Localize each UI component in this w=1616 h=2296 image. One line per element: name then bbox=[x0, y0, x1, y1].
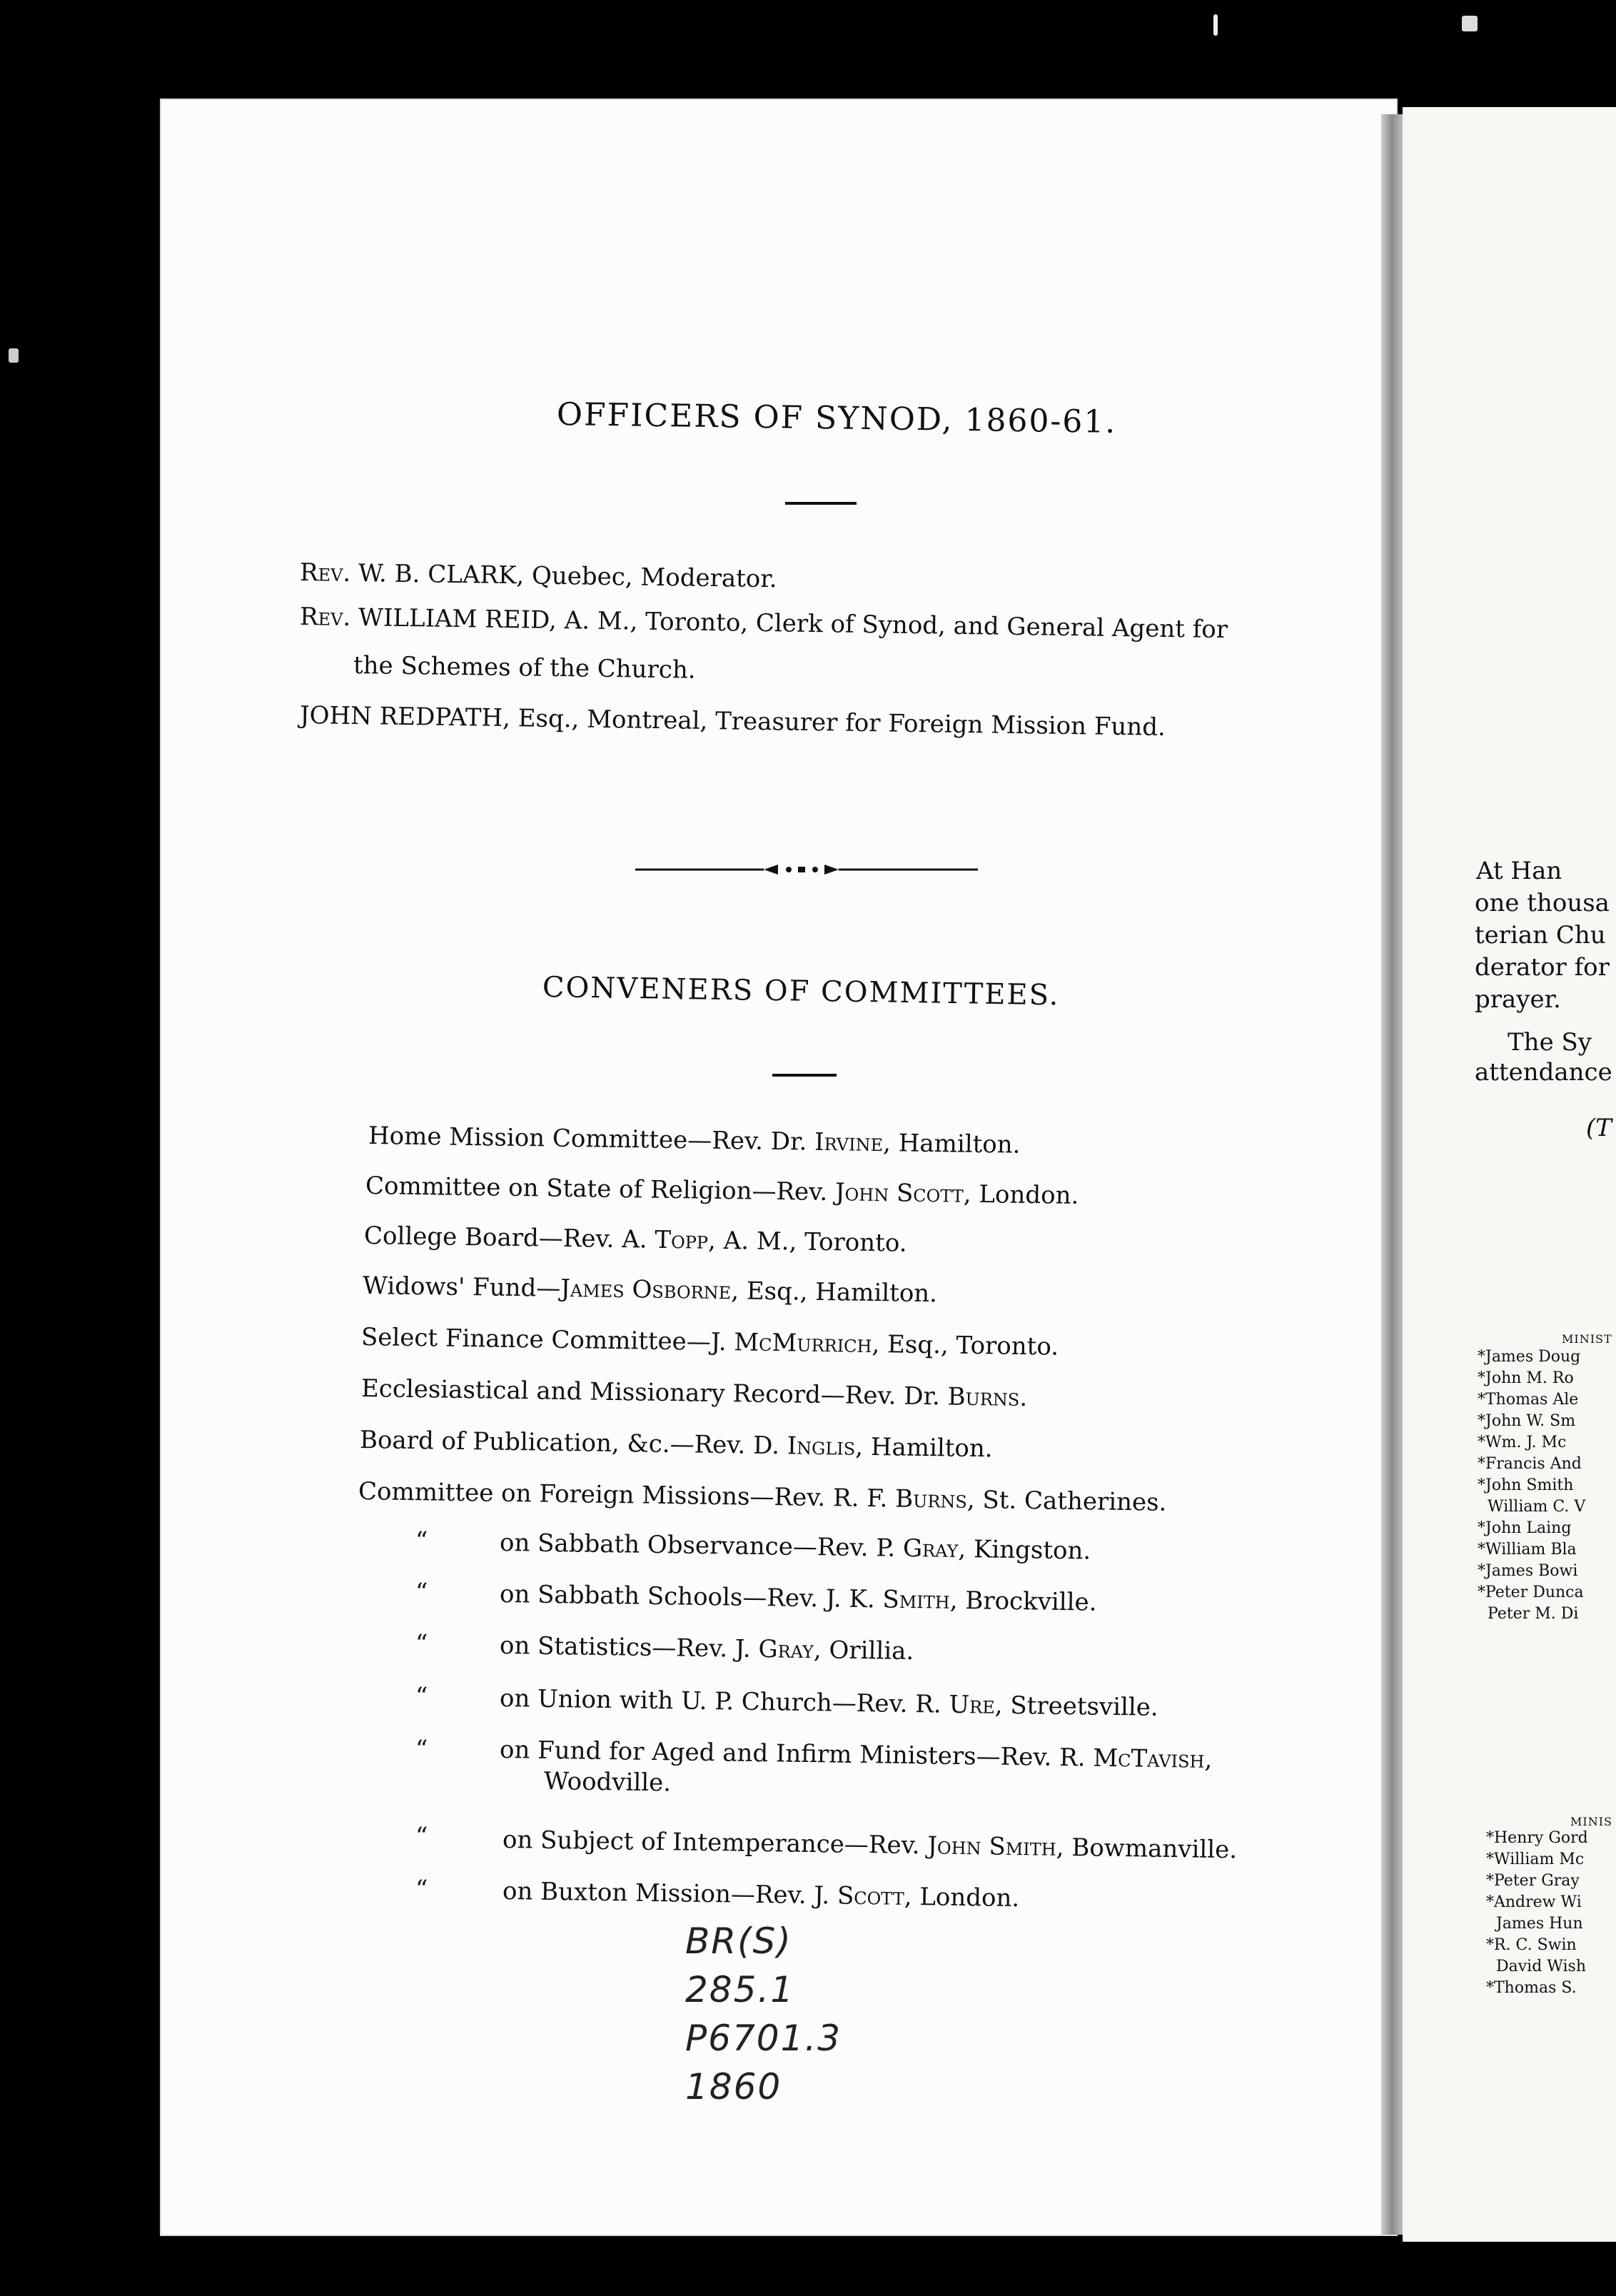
convener-name: John Smith bbox=[927, 1831, 1057, 1862]
committee-line bbox=[544, 1766, 672, 1798]
committee-text: , Bowmanville. bbox=[1056, 1833, 1238, 1865]
minister-name: *James Doug bbox=[1478, 1348, 1581, 1366]
convener-name: Gray bbox=[758, 1635, 814, 1665]
right-paragraph-line: terian Chu bbox=[1475, 921, 1606, 950]
right-paragraph-line: one thousa bbox=[1475, 889, 1610, 917]
committee-text: Select Finance Committee—J. bbox=[360, 1323, 734, 1357]
committee-text: , Kingston. bbox=[958, 1534, 1091, 1566]
committee-text: Board of Publication, &c.—Rev. D. bbox=[359, 1426, 788, 1461]
ditto-mark: “ bbox=[415, 1629, 428, 1658]
book-gutter bbox=[1381, 114, 1403, 2235]
committee-text: , bbox=[1204, 1745, 1213, 1774]
minister-name: William C. V bbox=[1488, 1498, 1586, 1516]
title-divider bbox=[785, 502, 857, 505]
convener-name: Burns bbox=[894, 1484, 968, 1514]
committee-text: , A. M., Toronto. bbox=[707, 1226, 907, 1258]
committee-text: on Sabbath Observance—Rev. P. bbox=[499, 1529, 904, 1563]
convener-name: John Scott bbox=[834, 1178, 964, 1209]
ornamental-divider bbox=[635, 862, 978, 877]
scan-speck bbox=[9, 348, 19, 363]
minister-name: *John Laing bbox=[1478, 1519, 1572, 1537]
minister-name: *Thomas S. bbox=[1486, 1979, 1577, 1997]
committee-text: , London. bbox=[904, 1882, 1020, 1913]
convener-name: Topp bbox=[655, 1225, 709, 1255]
convener-name: Irvine bbox=[814, 1127, 884, 1158]
committee-text: on Statistics—Rev. J. bbox=[499, 1631, 759, 1664]
officer-text: WILLIAM REID, A. M., Toronto, Clerk of Synod, and General Agent for bbox=[358, 603, 1228, 645]
minister-name: *Peter Gray bbox=[1486, 1872, 1580, 1890]
committee-text: on Subject of Intemperance—Rev. bbox=[502, 1826, 928, 1861]
committee-text: , Orillia. bbox=[813, 1636, 914, 1666]
minister-name: *James Bowi bbox=[1478, 1562, 1578, 1580]
convener-name: McTavish bbox=[1093, 1743, 1205, 1774]
scan-speck bbox=[1213, 14, 1218, 36]
committee-text: Woodville. bbox=[543, 1767, 672, 1798]
ditto-mark: “ bbox=[415, 1822, 428, 1851]
right-paragraph-line: derator for bbox=[1475, 953, 1610, 982]
minister-name: *John Smith bbox=[1478, 1476, 1574, 1494]
committee-text: , St. Catherines. bbox=[966, 1485, 1167, 1517]
convener-name: McMurrich bbox=[734, 1328, 872, 1359]
committee-text: , Hamilton. bbox=[882, 1129, 1021, 1159]
minister-name: *Andrew Wi bbox=[1486, 1893, 1582, 1911]
ditto-mark: “ bbox=[415, 1526, 428, 1555]
page-title: OFFICERS OF SYNOD, 1860-61. bbox=[556, 396, 1117, 440]
minister-name: Peter M. Di bbox=[1488, 1605, 1579, 1623]
committee-text: , Esq., Hamilton. bbox=[730, 1277, 938, 1309]
right-paragraph-line: The Sy bbox=[1508, 1028, 1592, 1057]
committee-text: , Hamilton. bbox=[854, 1432, 993, 1464]
list-header: MINIS bbox=[1570, 1815, 1612, 1828]
convener-name: Ure bbox=[949, 1690, 996, 1720]
committee-text: Committee on State of Religion—Rev. bbox=[365, 1172, 836, 1207]
committee-text: College Board—Rev. A. bbox=[363, 1222, 655, 1254]
handwritten-call-number: BR(S) 285.1 P6701.3 1860 bbox=[685, 1920, 842, 2108]
minister-name: *Henry Gord bbox=[1486, 1829, 1588, 1847]
committee-text: Home Mission Committee—Rev. Dr. bbox=[368, 1122, 815, 1157]
convener-name: Inglis bbox=[787, 1431, 856, 1461]
minister-name: *Wm. J. Mc bbox=[1478, 1434, 1567, 1451]
committee-text: on Sabbath Schools—Rev. J. K. bbox=[499, 1580, 883, 1614]
minister-name: *Francis And bbox=[1478, 1455, 1582, 1473]
committee-text: Ecclesiastical and Missionary Record—Rev. Dr. bbox=[360, 1374, 948, 1411]
right-paragraph-line: prayer. bbox=[1475, 985, 1561, 1014]
committee-text: on Fund for Aged and Infirm Ministers—Rev. R. bbox=[499, 1736, 1094, 1773]
committee-text: on Union with U. P. Church—Rev. R. bbox=[499, 1684, 949, 1719]
minister-name: *William Mc bbox=[1486, 1851, 1585, 1868]
committee-text: , Streetsville. bbox=[994, 1691, 1158, 1722]
section-heading: CONVENERS OF COMMITTEES. bbox=[542, 971, 1060, 1012]
minister-name: *William Bla bbox=[1478, 1541, 1577, 1559]
committee-line bbox=[500, 1631, 914, 1666]
right-paragraph-line: attendance bbox=[1475, 1058, 1612, 1087]
convener-name: Gray bbox=[902, 1534, 959, 1564]
officer-prefix: Rev. bbox=[299, 603, 351, 632]
committee-text: . bbox=[1019, 1383, 1028, 1413]
committee-text: Widows' Fund— bbox=[362, 1272, 561, 1303]
ditto-mark: “ bbox=[415, 1875, 428, 1903]
convener-name: Smith bbox=[882, 1585, 951, 1615]
convener-name: Burns bbox=[947, 1382, 1020, 1412]
convener-name: James Osborne bbox=[560, 1274, 732, 1306]
convener-name: Scott bbox=[837, 1881, 905, 1911]
minister-name: *R. C. Swin bbox=[1486, 1936, 1577, 1954]
minister-name: *Thomas Ale bbox=[1478, 1391, 1579, 1409]
officer-text: the Schemes of the Church. bbox=[353, 651, 696, 685]
committee-text: Committee on Foreign Missions—Rev. R. F. bbox=[358, 1477, 896, 1514]
ditto-mark: “ bbox=[415, 1735, 428, 1763]
minister-name: James Hun bbox=[1496, 1915, 1583, 1933]
committee-text: , Esq., Toronto. bbox=[872, 1329, 1059, 1361]
scan-speck bbox=[1462, 16, 1478, 31]
officer-prefix: Rev. bbox=[299, 558, 351, 588]
committee-text: , London. bbox=[963, 1179, 1079, 1210]
officer-text: W. B. CLARK, Quebec, Moderator. bbox=[358, 559, 777, 594]
ditto-mark: “ bbox=[415, 1682, 428, 1711]
ditto-mark: “ bbox=[415, 1578, 428, 1606]
committee-text: on Buxton Mission—Rev. J. bbox=[502, 1877, 838, 1910]
committee-text: , Brockville. bbox=[949, 1586, 1097, 1617]
minister-name: *John W. Sm bbox=[1478, 1412, 1576, 1430]
right-paragraph-line: At Han bbox=[1476, 857, 1562, 885]
minister-name: *Peter Dunca bbox=[1478, 1583, 1584, 1601]
section-divider bbox=[772, 1074, 837, 1077]
minister-name: David Wish bbox=[1496, 1958, 1587, 1975]
list-header: MINIST bbox=[1562, 1332, 1612, 1346]
officer-text: JOHN REDPATH, Esq., Montreal, Treasurer for Foreign Mission Fund. bbox=[299, 701, 1166, 742]
minister-name: *John M. Ro bbox=[1478, 1369, 1574, 1387]
right-fragment: (T bbox=[1586, 1114, 1612, 1142]
